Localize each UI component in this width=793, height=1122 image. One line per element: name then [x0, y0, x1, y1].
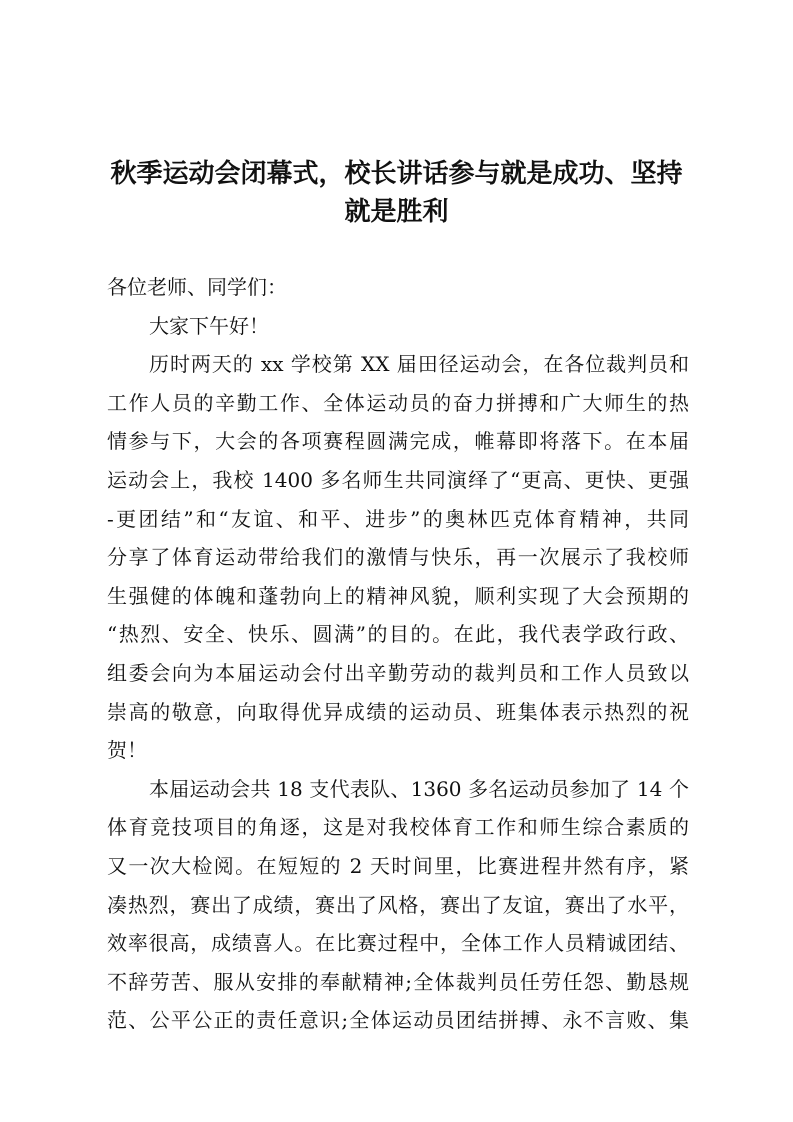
paragraph-line: 历时两天的 xx 学校第 XX 届田径运动会，在各位裁判员和: [149, 352, 689, 377]
paragraph-line: 不辞劳苦、服从安排的奉献精神;全体裁判员任劳任怨、勤恳规: [107, 969, 689, 994]
document-title: [90, 155, 703, 231]
title-line: 就是胜利: [344, 197, 449, 227]
paragraph-line: 本届运动会共 18 支代表队、1360 多名运动员参加了 14 个: [149, 776, 689, 801]
paragraph-line: 工作人员的辛勤工作、全体运动员的奋力拼搏和广大师生的热: [107, 390, 689, 415]
paragraph-line: 又一次大检阅。在短短的 2 天时间里，比赛进程井然有序，紧: [107, 853, 689, 878]
paragraph-line: 运动会上，我校 1400 多名师生共同演绎了“更高、更快、更强: [107, 467, 689, 492]
paragraph-line: 情参与下，大会的各项赛程圆满完成，帷幕即将落下。在本届: [107, 429, 689, 454]
paragraph-line: 凑热烈，赛出了成绩，赛出了风格，赛出了友谊，赛出了水平，: [107, 892, 689, 917]
paragraph-line: 体育竞技项目的角逐，这是对我校体育工作和师生综合素质的: [107, 815, 689, 840]
greeting: 大家下午好！: [149, 313, 269, 338]
paragraphs: [107, 345, 689, 1040]
paragraph: [107, 345, 689, 770]
salutation: 各位老师、同学们：: [107, 275, 287, 299]
paragraph-line: 分享了体育运动带给我们的激情与快乐，再一次展示了我校师: [107, 545, 689, 570]
paragraph-line: 范、公平公正的责任意识;全体运动员团结拼搏、永不言败、集: [107, 1008, 689, 1033]
paragraph-line: 贺！: [107, 738, 147, 763]
paragraph-line: 组委会向为本届运动会付出辛勤劳动的裁判员和工作人员致以: [107, 660, 689, 685]
paragraph-line: 崇高的敬意，向取得优异成绩的运动员、班集体表示热烈的祝: [107, 699, 689, 724]
paragraph: [107, 770, 689, 1040]
paragraph-line: 效率很高，成绩喜人。在比赛过程中，全体工作人员精诚团结、: [107, 931, 689, 956]
paragraph-line: 生强健的体魄和蓬勃向上的精神风貌，顺利实现了大会预期的: [107, 583, 689, 608]
paragraph-line: -更团结”和“友谊、和平、进步”的奥林匹克体育精神，共同: [107, 506, 689, 531]
title-line: 秋季运动会闭幕式，校长讲话参与就是成功、坚持: [110, 159, 683, 189]
document-body: [107, 268, 689, 1040]
paragraph-line: “热烈、安全、快乐、圆满”的目的。在此，我代表学政行政、: [107, 622, 689, 647]
